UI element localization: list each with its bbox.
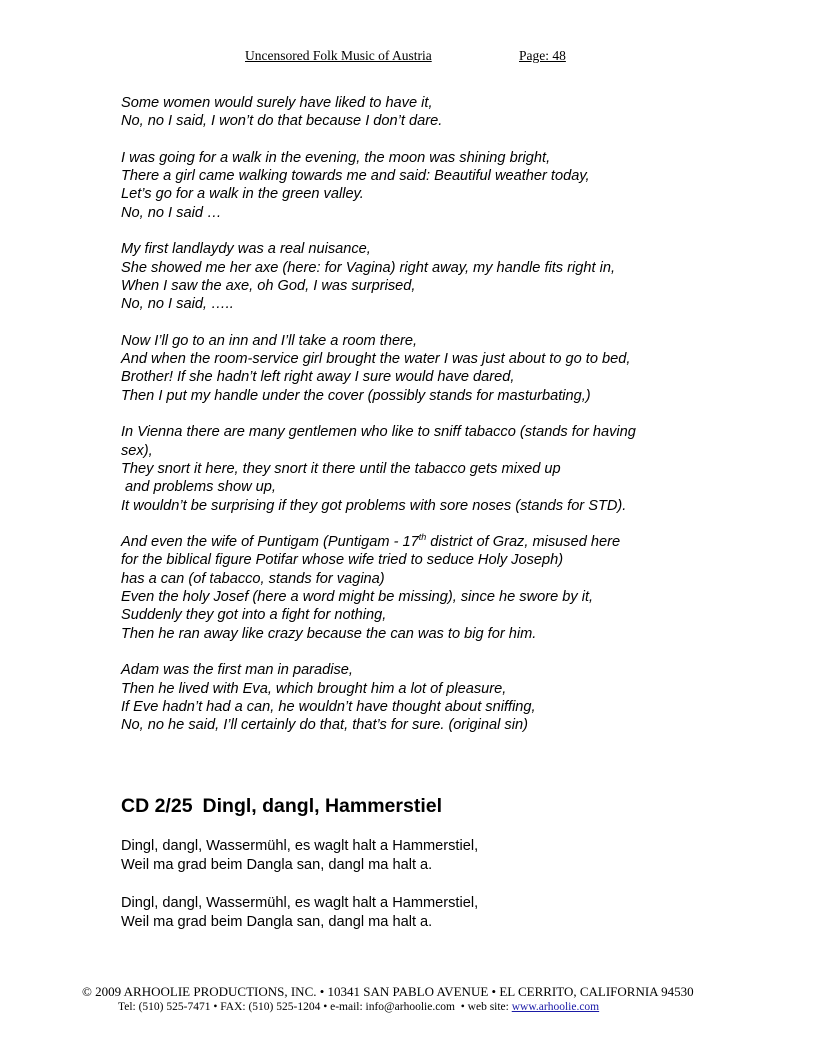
text-line: In Vienna there are many gentlemen who like to sniff tabacco (stands for having xyxy=(121,424,636,441)
text-line: Then he ran away like crazy because the can was to big for him. xyxy=(121,625,537,642)
header-title: Uncensored Folk Music of Austria xyxy=(245,48,432,63)
text-line: Then I put my handle under the cover (possibly stands for masturbating,) xyxy=(121,387,591,404)
text-line: No, no I said, I won’t do that because I don’t dare. xyxy=(121,113,443,130)
stanza xyxy=(121,149,721,222)
text-line xyxy=(121,533,721,551)
text-line: And when the room-service girl brought the water I was just about to go to bed, xyxy=(121,351,631,368)
text-line: There a girl came walking towards me and said: Beautiful weather today, xyxy=(121,168,590,185)
lyrics-text xyxy=(121,837,478,951)
footer-contact xyxy=(118,1001,599,1013)
text-line: She showed me her axe (here: for Vagina) right away, my handle fits right in, xyxy=(121,259,615,276)
text-line: No, no he said, I’ll certainly do that, that’s for sure. (original sin) xyxy=(121,717,528,734)
website-link[interactable]: www.arhoolie.com xyxy=(511,1001,600,1013)
text-line: Now I’ll go to an inn and I’ll take a room there, xyxy=(121,332,418,349)
footer-contact-text: Tel: (510) 525-7471 • FAX: (510) 525-1204 • e-mail: info@arhoolie.com • web site: xyxy=(118,1001,512,1013)
text-line: It wouldn’t be surprising if they got problems with sore noses (stands for STD). xyxy=(121,497,627,514)
track-number: CD 2/25 xyxy=(121,795,193,817)
text-line: Brother! If she hadn’t left right away I sure would have dared, xyxy=(121,369,515,386)
text-line: I was going for a walk in the evening, the moon was shining bright, xyxy=(121,149,551,166)
text-fragment: district of Graz, misused here xyxy=(426,534,621,551)
text-line: and problems show up, xyxy=(121,479,276,496)
song-title: Dingl, dangl, Hammerstiel xyxy=(202,795,443,817)
text-line: They snort it here, they snort it there until the tabacco gets mixed up xyxy=(121,460,561,477)
stanza xyxy=(121,332,721,405)
translation-text xyxy=(121,94,721,753)
text-line: My first landlaydy was a real nuisance, xyxy=(121,241,371,258)
stanza xyxy=(121,533,721,643)
lyric-line: Dingl, dangl, Wassermühl, es waglt halt a Hammerstiel, xyxy=(121,895,479,911)
text-line: No, no I said, ….. xyxy=(121,296,234,313)
superscript: th xyxy=(418,532,427,543)
stanza xyxy=(121,423,721,514)
text-line: When I saw the axe, oh God, I was surprised, xyxy=(121,277,416,294)
stanza xyxy=(121,661,721,734)
text-line: Suddenly they got into a fight for nothing, xyxy=(121,607,387,624)
text-fragment: And even the wife of Puntigam (Puntigam - 17 xyxy=(121,534,419,551)
lyric-line: Weil ma grad beim Dangla san, dangl ma halt a. xyxy=(121,857,433,873)
lyric-line: Dingl, dangl, Wassermühl, es waglt halt a Hammerstiel, xyxy=(121,838,479,854)
stanza xyxy=(121,894,478,932)
section-heading xyxy=(121,795,442,818)
text-line: Even the holy Josef (here a word might be missing), since he swore by it, xyxy=(121,589,594,606)
text-line: No, no I said … xyxy=(121,204,222,221)
text-line: Adam was the first man in paradise, xyxy=(121,662,353,679)
text-line: Let’s go for a walk in the green valley. xyxy=(121,186,364,203)
page-number: Page: 48 xyxy=(519,48,566,63)
lyric-line: Weil ma grad beim Dangla san, dangl ma halt a. xyxy=(121,914,433,930)
stanza xyxy=(121,240,721,313)
text-line: for the biblical figure Potifar whose wife tried to seduce Holy Joseph) xyxy=(121,552,564,569)
footer-copyright: © 2009 ARHOOLIE PRODUCTIONS, INC. • 10341 SAN PABLO AVENUE • EL CERRITO, CALIFORNIA 94530 xyxy=(82,984,694,999)
text-line: sex), xyxy=(121,442,153,459)
text-line: has a can (of tabacco, stands for vagina) xyxy=(121,570,385,587)
text-line: Then he lived with Eva, which brought him a lot of pleasure, xyxy=(121,680,507,697)
text-line: If Eve hadn’t had a can, he wouldn’t have thought about sniffing, xyxy=(121,698,536,715)
stanza xyxy=(121,837,478,875)
stanza xyxy=(121,94,721,131)
text-line: Some women would surely have liked to have it, xyxy=(121,95,433,111)
